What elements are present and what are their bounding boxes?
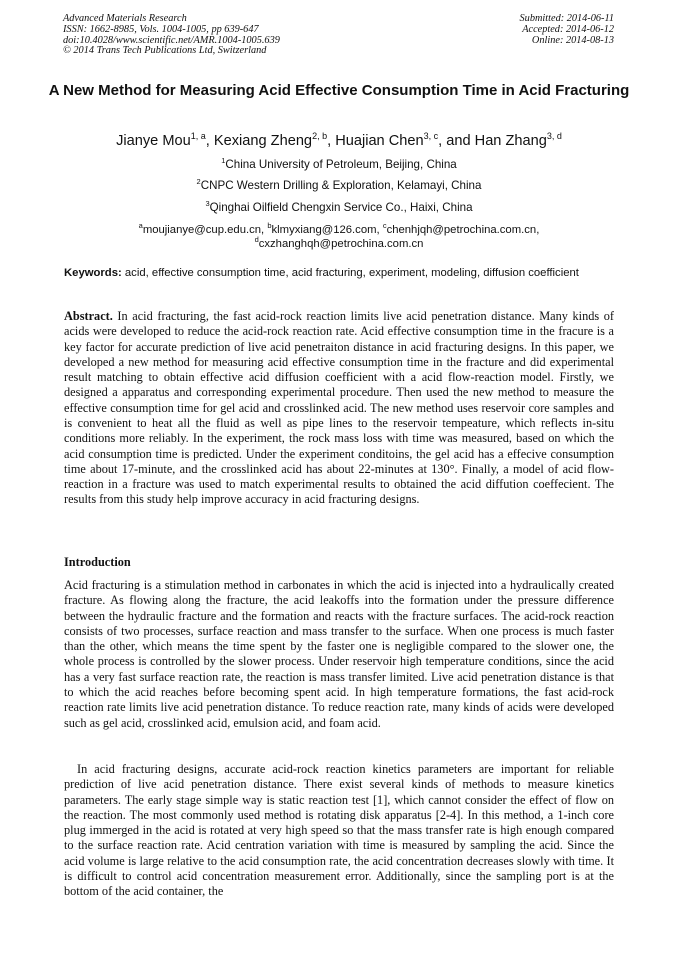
section-heading: Introduction — [64, 555, 131, 569]
affiliation-sup: 2 — [196, 177, 201, 186]
email-link[interactable]: moujianye@cup.edu.cn, — [142, 224, 268, 236]
email-sup: a — [138, 221, 143, 230]
author-sep: , — [205, 133, 214, 149]
journal-copyright: © 2014 Trans Tech Publications Ltd, Switzerland — [63, 45, 267, 57]
affiliation — [20, 201, 658, 215]
journal-doi: doi:10.4028/www.scientific.net/AMR.1004-1005.639 — [63, 34, 280, 46]
email-link[interactable]: cxzhanghqh@petrochina.com.cn — [258, 238, 424, 250]
body-paragraph: Acid fracturing is a stimulation method in carbonates in which the acid is injected into a hydraulically created fracture. As flowing along the fracture, the acid leakoffs into the formation under the pressure difference between the hydraulic fracture and the formation and reacts with the fracture surfaces. The acid-rock reaction consists of two processes, surface reaction and mass transfer to the surface. When one process is much faster than the other, which means the time spent by the faster one is negligible compared to the slower one, the whole process is controlled by the slower process. Under reservoir high temperature conditions, since the acid has a very fast surface reaction rate, the reaction is mass transfer limited. Live acid penetration distance is that to which the acid reaches before becoming spent acid. In high temperature formations, the fast acid-rock reaction rate limits live acid penetration distance. To reduce reaction rate, many kinds of acids were developed such as gel acid, crosslinked acid, emulsion acid, and foam acid. — [64, 578, 614, 730]
affiliation — [20, 158, 658, 172]
dates-header — [520, 14, 614, 46]
keywords-label: Keywords: — [64, 267, 122, 279]
author-sep: , and — [438, 133, 475, 149]
paper-title: A New Method for Measuring Acid Effective Consumption Time in Acid Fracturing — [48, 82, 630, 99]
author-list — [20, 132, 658, 150]
email-sup: d — [254, 235, 259, 244]
body-paragraph: In acid fracturing designs, accurate acid-rock reaction kinetics parameters are important for reliable prediction of live acid penetration distance. There exist several kinds of methods to measure kinetics parameters. The early stage simple way is static reaction test [1], which cannot consider the effect of flow on the reaction. The most commonly used method is rotating disk apparatus [2-4]. In this method, a 1-inch core plug immerged in the acid is rotated at very high speed so that the mass transfer rate is high enough compared to the surface reaction rate. Acid centration variation with time is measured by sampling the acid. Since the acid volume is large relative to the acid consumption rate, the acid concentration decreases slowly with time. It is difficult to control acid concentration measurement error. Additionally, since the sampling port is at the bottom of the acid container, the — [64, 762, 614, 899]
abstract-text: In acid fracturing, the fast acid-rock reaction limits live acid penetration distance. Many kinds of acids were developed to reduce the acid-rock reaction rate. Acid effective consumption time in the fracure is a key factor for accurate prediction of live acid penetraiton distance in acid fracturing designs. In this paper, we developed a new method for measuring acid effective consumption time in the fracture and did experimental result matching to obtain effective acid diffusion coefficient with a acid flow-reaction model. Firstly, we designed a apparatus and corresponding experimental procedure. Then used the new method to measure the effective consumption time for gel acid and crosslinked acid. The new method uses reservoir core samples and is convenient to heat all the fluid as well as pipe lines to the reservoir tempeature, which reflects in-situ conditions more reliably. In the experiment, the rock mass loss with time was measured, based on which the acid consumption time is predicted. Under the experiment conditoins, the gel acid has a effecive consumption time about 17-minute, and the crosslinked acid has about 22-minutes at 130°. Finally, a model of acid flow-reaction in a fracture was used to match experimental results to obtained the acid diffution coeffecient. The results from this study help improve accuracy in acid fracturing designs. — [64, 309, 614, 507]
author-name: Kexiang Zheng — [213, 133, 313, 149]
author-name: Jianye Mou — [116, 133, 191, 149]
author-name: Huajian Chen — [335, 133, 424, 149]
email-link[interactable]: chenhjqh@petrochina.com.cn, — [386, 224, 540, 236]
affiliation-sup: 1 — [221, 156, 226, 165]
online-date: Online: 2014-08-13 — [531, 34, 614, 46]
abstract — [64, 309, 614, 508]
accepted-date: Accepted: 2014-06-12 — [522, 23, 614, 35]
email-sup: c — [382, 221, 387, 230]
email-sup: b — [267, 221, 272, 230]
author-sup: 2, b — [312, 131, 328, 141]
affiliation-sup: 3 — [205, 199, 210, 208]
keywords — [64, 266, 614, 280]
author-emails — [20, 223, 658, 251]
affiliation-text: Qinghai Oilfield Chengxin Service Co., Haixi, China — [209, 201, 473, 214]
affiliation — [20, 179, 658, 193]
author-sep: , — [327, 133, 336, 149]
journal-header — [63, 14, 280, 57]
affiliation-text: China University of Petroleum, Beijing, China — [225, 158, 457, 171]
submitted-date: Submitted: 2014-06-11 — [519, 13, 614, 24]
author-sup: 3, d — [546, 131, 562, 141]
abstract-label: Abstract. — [64, 309, 113, 323]
journal-name: Advanced Materials Research — [63, 13, 187, 24]
email-link[interactable]: klmyxiang@126.com, — [271, 224, 383, 236]
keywords-text: acid, effective consumption time, acid fracturing, experiment, modeling, diffusion coefficient — [121, 267, 579, 279]
journal-issn: ISSN: 1662-8985, Vols. 1004-1005, pp 639-647 — [63, 23, 259, 35]
affiliation-text: CNPC Western Drilling & Exploration, Kelamayi, China — [200, 179, 482, 192]
author-name: Han Zhang — [474, 133, 547, 149]
author-sup: 3, c — [423, 131, 439, 141]
author-sup: 1, a — [190, 131, 206, 141]
